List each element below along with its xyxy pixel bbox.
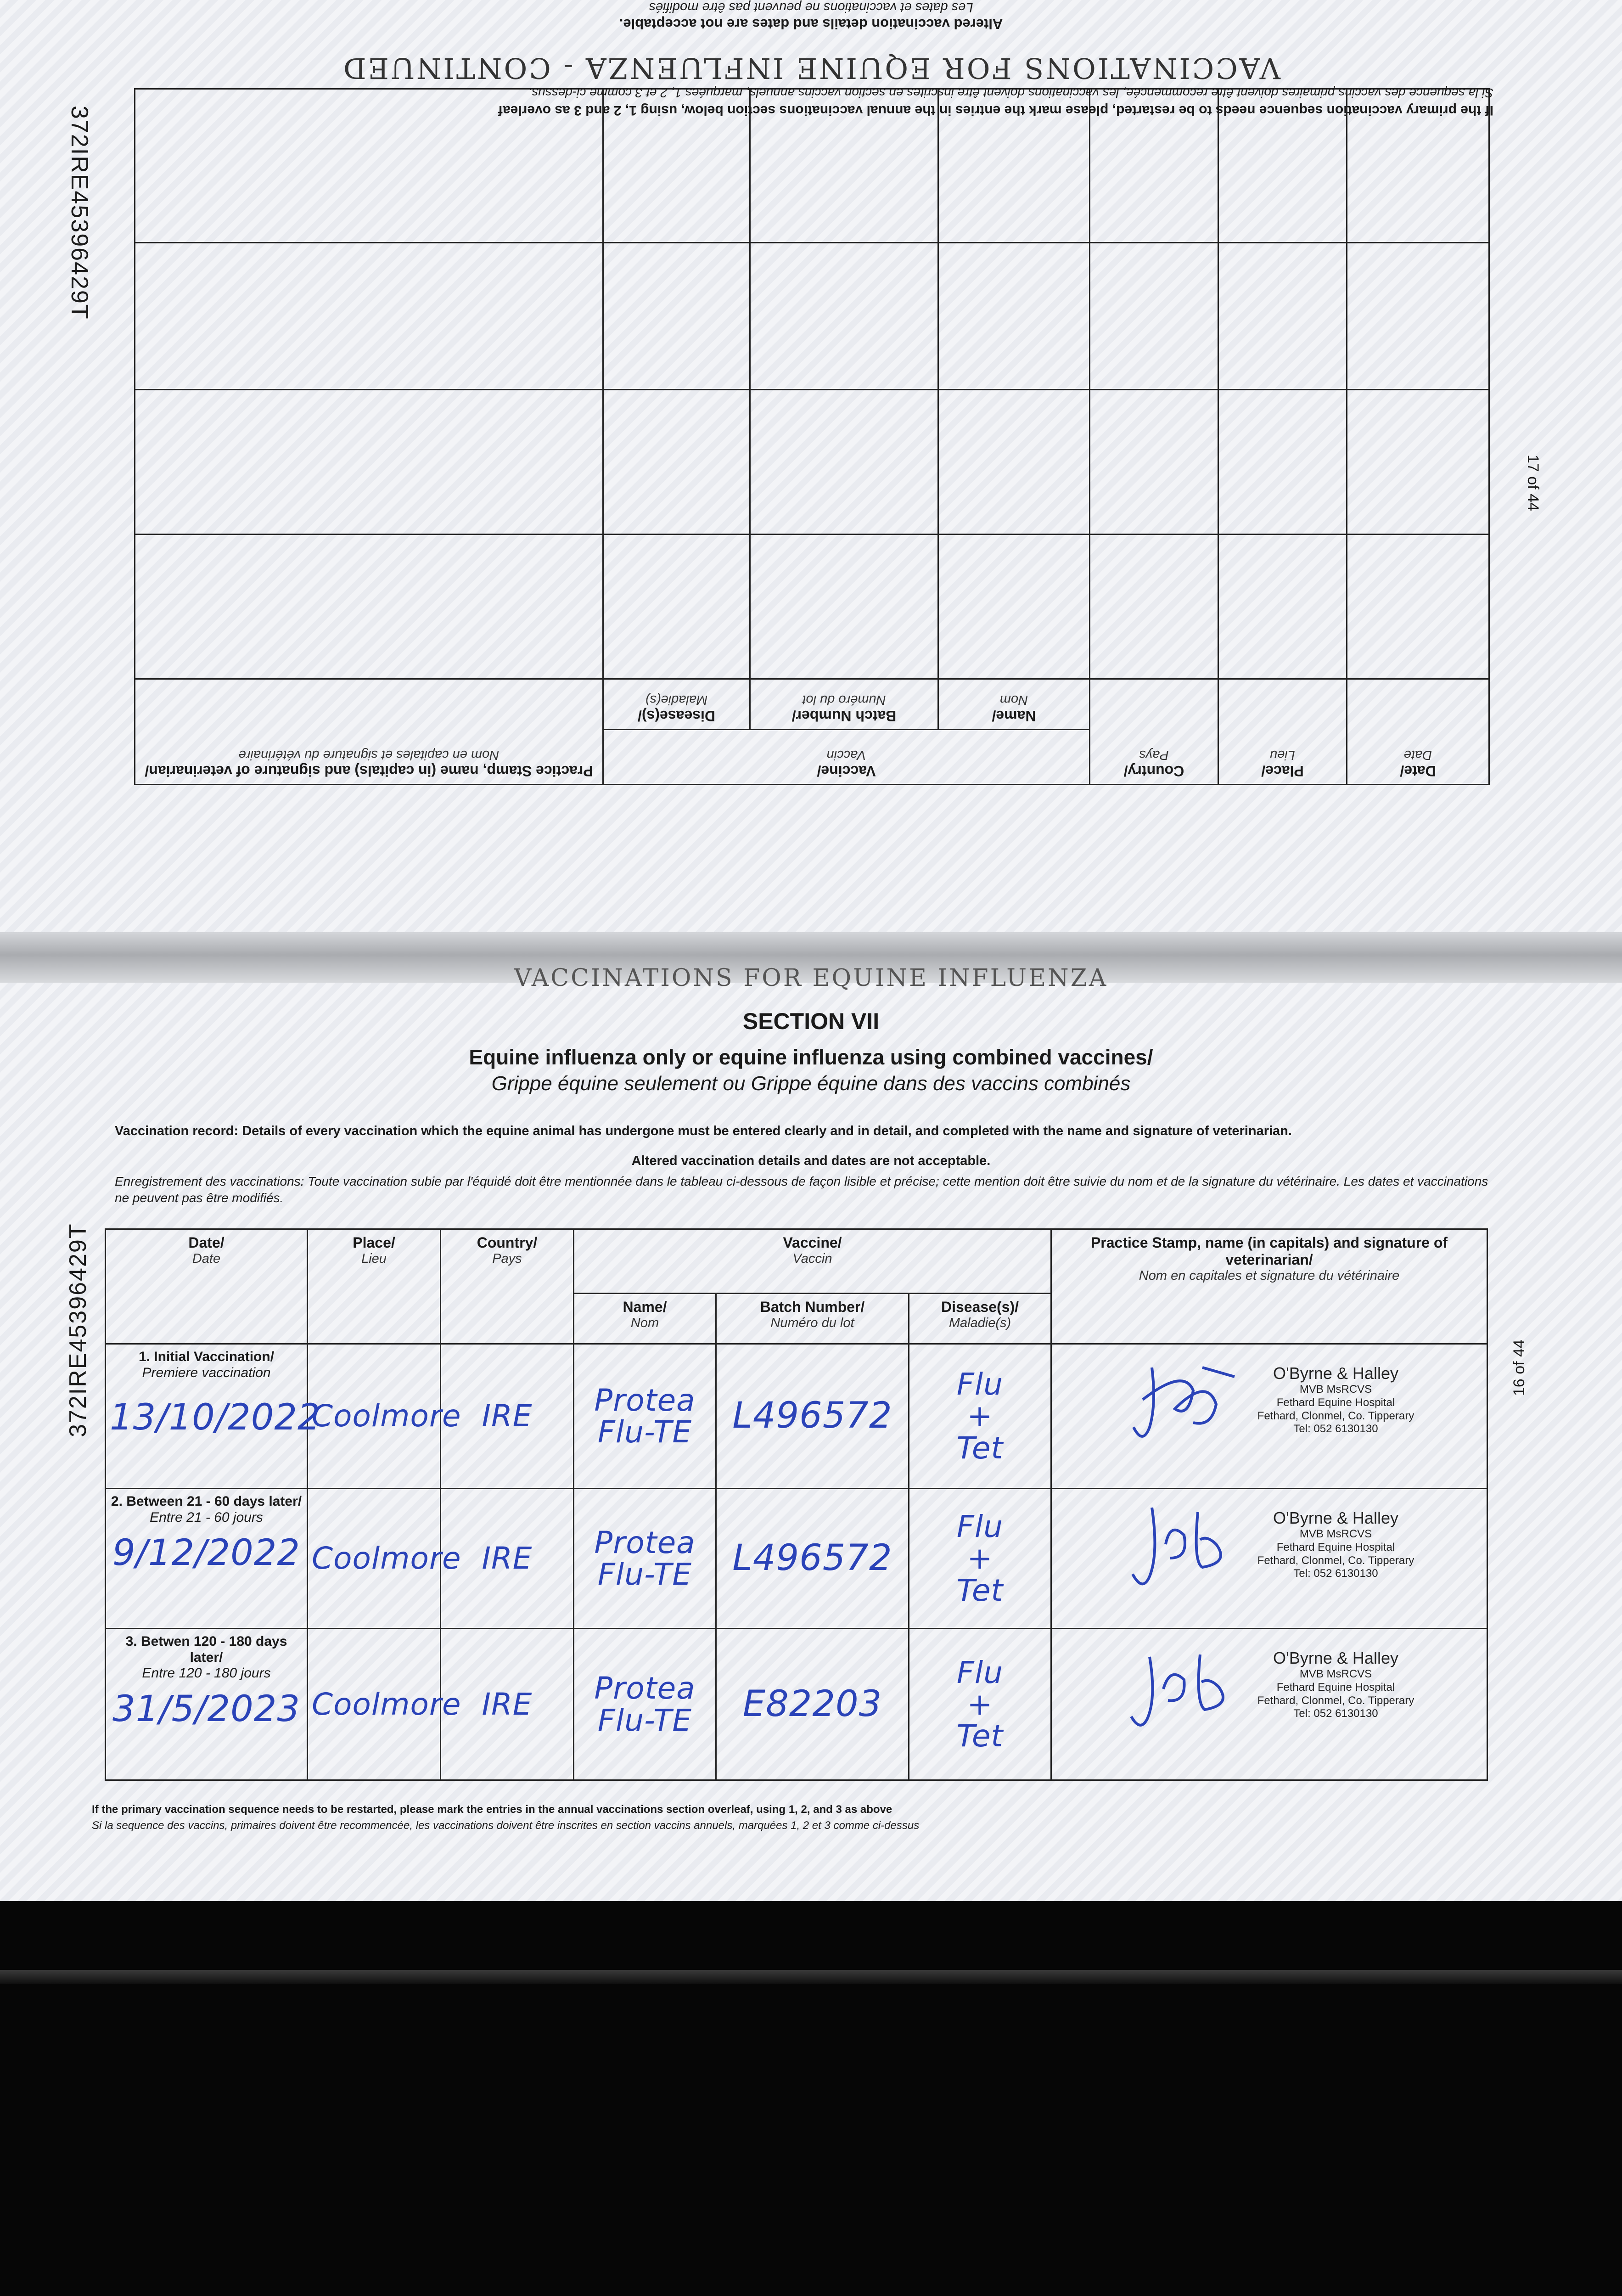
- lower-page-number: 16 of 44: [1510, 1339, 1528, 1396]
- upper-empty-row: [135, 390, 1489, 535]
- upper-empty-row: [135, 89, 1489, 243]
- row-1-country: IRE: [482, 1398, 533, 1434]
- upper-batch-header: Batch Number/ Numéro du lot: [750, 679, 938, 730]
- row-2-label-fr: Entre 21 - 60 jours: [150, 1509, 263, 1525]
- row-1-practice-stamp: O'Byrne & Halley MVB MsRCVS Fethard Equine Hospital Fethard, Clonmel, Co. Tipperary Tel: 052 6130130: [1257, 1363, 1414, 1435]
- upper-empty-row: [135, 535, 1489, 679]
- row-2-disease-3: Tet: [956, 1572, 1004, 1608]
- upper-altered-en: Altered vaccination details and dates are not acceptable.: [619, 16, 1003, 32]
- row-2-vaccine-name-2: Flu-TE: [597, 1557, 692, 1592]
- row-3-date-cell: [106, 1629, 308, 1780]
- disease-header: Disease(s)/ Maladie(s): [909, 1294, 1051, 1344]
- row-3-vaccine-name-2: Flu-TE: [597, 1702, 692, 1738]
- row-1-batch: L496572: [732, 1395, 892, 1437]
- row-3-country: IRE: [482, 1686, 533, 1722]
- row-2-practice-stamp: O'Byrne & Halley MVB MsRCVS Fethard Equine Hospital Fethard, Clonmel, Co. Tipperary Tel: 052 6130130: [1257, 1508, 1414, 1580]
- vaccination-row-1: [106, 1344, 1487, 1489]
- lower-banner: VACCINATIONS FOR EQUINE INFLUENZA: [514, 964, 1108, 992]
- upper-side-id: 372IRE45396429T: [66, 106, 93, 320]
- place-header: Place/ Lieu: [308, 1229, 441, 1344]
- upper-empty-row: [135, 243, 1489, 390]
- country-header: Country/ Pays: [441, 1229, 574, 1344]
- row-2-batch: L496572: [732, 1537, 892, 1579]
- upper-stamp-header: Practice Stamp, name (in capitals) and signature of veterinarian/ Nom en capitales et signature du vétérinaire: [135, 679, 603, 785]
- row-1-place: Coolmore: [312, 1398, 461, 1434]
- upper-country-header: Country/ Pays: [1090, 679, 1218, 785]
- row-1-label-fr: Premiere vaccination: [142, 1365, 271, 1380]
- row-3-vaccine-name-1: Protea: [594, 1671, 696, 1706]
- row-2-vaccine-name-1: Protea: [594, 1525, 696, 1560]
- vaccine-header: Vaccine/ Vaccin: [574, 1229, 1051, 1294]
- row-2-disease-2: +: [967, 1541, 993, 1576]
- restart-note-fr: Si la sequence des vaccins, primaires doivent être recommencée, les vaccinations doivent être inscrites en section vaccins annuels, marquées 1, 2 et 3 comme ci-dessus: [92, 1819, 920, 1832]
- row-3-disease-1: Flu: [956, 1654, 1004, 1690]
- row-3-batch: E82203: [742, 1683, 882, 1725]
- lower-page-16: [0, 964, 1622, 1901]
- row-2-signature: [1124, 1494, 1244, 1595]
- upper-disease-header: Disease(s)/ Maladie(s): [603, 679, 750, 730]
- row-3-disease-3: Tet: [956, 1718, 1004, 1754]
- row-2-country: IRE: [482, 1541, 533, 1576]
- vaccination-row-2: [106, 1489, 1487, 1629]
- row-3-disease-2: +: [967, 1686, 993, 1722]
- passport-cover-edge: [0, 1970, 1622, 1984]
- row-1-date: 13/10/2022: [110, 1397, 321, 1438]
- altered-note-en: Altered vaccination details and dates are not acceptable.: [631, 1154, 991, 1168]
- upper-banner: VACCINATIONS FOR EQUINE INFLUENZA - CONTINUED: [341, 51, 1281, 85]
- row-1-disease-1: Flu: [956, 1367, 1004, 1402]
- name-header: Name/ Nom: [574, 1294, 716, 1344]
- upper-date-header: Date/ Date: [1347, 679, 1489, 785]
- restart-note-en: If the primary vaccination sequence needs to be restarted, please mark the entries in the annual vaccinations section overleaf, using 1, 2, and 3 as above: [92, 1803, 892, 1816]
- stamp-header: Practice Stamp, name (in capitals) and signature of veterinarian/ Nom en capitales et signature du vétérinaire: [1051, 1229, 1487, 1344]
- scanner-backdrop: [0, 1901, 1622, 2296]
- row-1-date-cell: [106, 1344, 321, 1489]
- row-1-vaccine-name-1: Protea: [594, 1382, 696, 1418]
- upper-page-number: 17 of 44: [1524, 455, 1542, 511]
- upper-place-header: Place/ Lieu: [1218, 679, 1347, 785]
- row-1-label: 1. Initial Vaccination/: [138, 1349, 275, 1364]
- section-subtitle-en: Equine influenza only or equine influenza using combined vaccines/: [469, 1045, 1153, 1069]
- vaccination-row-3: [106, 1629, 1487, 1780]
- row-2-place: Coolmore: [312, 1541, 461, 1576]
- upper-vaccine-header: Vaccine/ Vaccin: [603, 730, 1090, 785]
- record-note-en: Vaccination record: Details of every vaccination which the equine animal has undergone must be entered clearly and in detail, and completed with the name and signature of veterinarian.: [115, 1124, 1292, 1138]
- upper-restart-fr: Si la sequence des vaccins primaires doivent être recommencée, les vaccinations doivent être inscrites en section vaccins annuels, marquées 1, 2 et 3 comme ci-dessus.: [528, 86, 1493, 100]
- row-1-disease-2: +: [967, 1398, 993, 1434]
- upper-page-17: [0, 0, 1622, 932]
- row-2-date: 9/12/2022: [112, 1532, 300, 1574]
- batch-header: Batch Number/ Numéro du lot: [716, 1294, 909, 1344]
- lower-side-id: 372IRE45396429T: [65, 1223, 91, 1437]
- vaccination-table: [105, 1228, 1488, 1781]
- upper-restart-en: If the primary vaccination sequence needs to be restarted, please mark the entries in the annual vaccinations section below, using 1, 2 and 3 as overleaf: [498, 103, 1493, 118]
- date-header: Date/ Date: [106, 1229, 308, 1344]
- section-subtitle-fr: Grippe équine seulement ou Grippe équine dans des vaccins combinés: [491, 1072, 1131, 1095]
- upper-altered-fr: Les dates et vaccinations ne peuvent pas être modifiés: [649, 0, 973, 15]
- row-2-label: 2. Between 21 - 60 days later/: [111, 1494, 302, 1509]
- row-2-disease-1: Flu: [956, 1509, 1004, 1545]
- record-note-fr: Enregistrement des vaccinations: Toute vaccination subie par l'équidé doit être mentionnée dans le tableau ci-dessous de façon lisible et précise; cette mention doit être suivie du nom et de la signature du vétérinaire. Les dates et vaccinations ne peuvent pas être modifiés.: [115, 1174, 1488, 1205]
- section-title: SECTION VII: [742, 1008, 880, 1034]
- row-3-label-fr: Entre 120 - 180 jours: [142, 1666, 271, 1681]
- row-3-signature: [1124, 1634, 1244, 1735]
- row-3-practice-stamp: O'Byrne & Halley MVB MsRCVS Fethard Equine Hospital Fethard, Clonmel, Co. Tipperary Tel: 052 6130130: [1257, 1648, 1414, 1720]
- row-2-date-cell: [106, 1489, 308, 1629]
- row-3-place: Coolmore: [312, 1686, 461, 1722]
- upper-name-header: Name/ Nom: [938, 679, 1090, 730]
- row-1-vaccine-name-2: Flu-TE: [597, 1414, 692, 1450]
- row-1-disease-3: Tet: [956, 1430, 1004, 1466]
- row-3-label: 3. Betwen 120 - 180 days later/: [125, 1634, 287, 1665]
- upper-vaccination-table: [134, 88, 1490, 785]
- row-3-date: 31/5/2023: [112, 1688, 300, 1730]
- row-1-signature: [1124, 1349, 1244, 1450]
